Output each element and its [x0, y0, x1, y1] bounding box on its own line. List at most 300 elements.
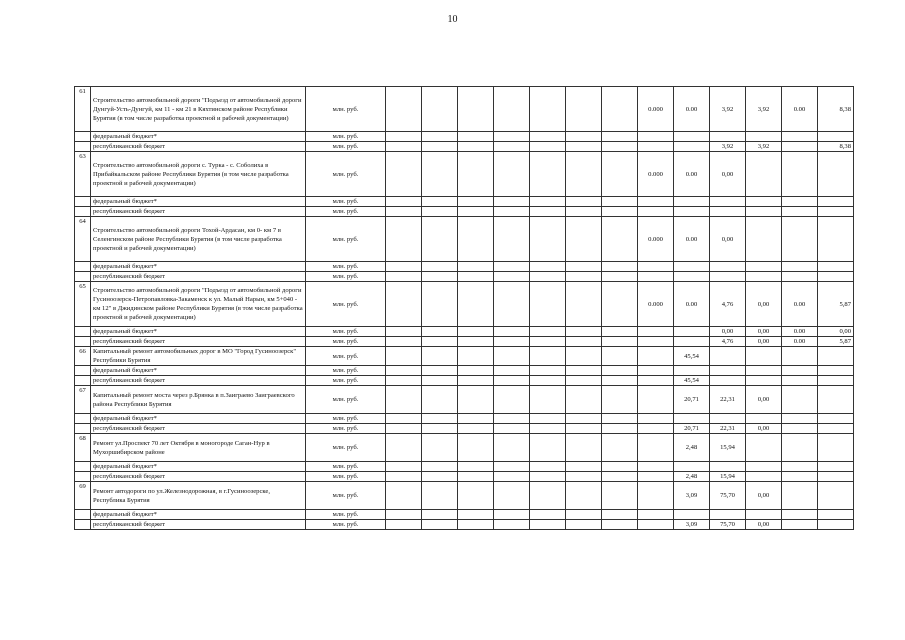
item-name: Капитальный ремонт автомобильных дорог в МО "Город Гусиноозерск" Республики Бурятия [91, 347, 306, 366]
empty-cell [386, 386, 422, 414]
empty-cell [422, 347, 458, 366]
unit-cell: млн. руб. [306, 462, 386, 472]
value-cell [566, 482, 602, 510]
value-cell [782, 520, 818, 530]
value-cell [530, 520, 566, 530]
value-cell [782, 272, 818, 282]
table-row-item [75, 282, 854, 327]
value-cell [530, 327, 566, 337]
row-number [75, 414, 91, 424]
budget-source-name: республиканский бюджет [91, 376, 306, 386]
value-cell [530, 142, 566, 152]
budget-source-name: республиканский бюджет [91, 520, 306, 530]
value-cell [782, 472, 818, 482]
value-cell [674, 414, 710, 424]
value-cell: 22,31 [710, 386, 746, 414]
value-cell [782, 152, 818, 197]
value-cell [494, 272, 530, 282]
empty-cell [422, 510, 458, 520]
value-cell [782, 207, 818, 217]
value-cell [458, 87, 494, 132]
value-cell [602, 132, 638, 142]
value-cell [566, 472, 602, 482]
value-cell [602, 520, 638, 530]
table-row-item [75, 217, 854, 262]
value-cell [530, 424, 566, 434]
value-cell [530, 366, 566, 376]
empty-cell [422, 482, 458, 510]
value-cell: 4,76 [710, 337, 746, 347]
value-cell [566, 337, 602, 347]
value-cell [530, 282, 566, 327]
value-cell [638, 272, 674, 282]
value-cell [494, 87, 530, 132]
budget-source-name: федеральный бюджет* [91, 262, 306, 272]
value-cell [494, 347, 530, 366]
empty-cell [386, 482, 422, 510]
value-cell: 0,00 [746, 282, 782, 327]
value-cell [494, 207, 530, 217]
value-cell: 8,38 [818, 87, 854, 132]
row-number [75, 272, 91, 282]
empty-cell [386, 462, 422, 472]
table-row-item [75, 347, 854, 366]
value-cell [818, 462, 854, 472]
value-cell [746, 262, 782, 272]
value-cell [818, 482, 854, 510]
item-name: Строительство автомобильной дороги "Подъезд от автомобильной дороги Дунгуй-Усть-Дунгуй, км 11 - км 21 в Кяхтинском районе Республики Бурятия (в том числе разработка проектной и рабочей документации) [91, 87, 306, 132]
row-number: 68 [75, 434, 91, 462]
unit-cell: млн. руб. [306, 217, 386, 262]
value-cell: 3,92 [710, 87, 746, 132]
value-cell [566, 424, 602, 434]
value-cell [494, 132, 530, 142]
unit-cell: млн. руб. [306, 197, 386, 207]
value-cell [494, 327, 530, 337]
value-cell [782, 347, 818, 366]
value-cell: 0.00 [674, 282, 710, 327]
value-cell [818, 414, 854, 424]
value-cell [746, 272, 782, 282]
value-cell [638, 424, 674, 434]
table-row-budget-source [75, 207, 854, 217]
value-cell [818, 152, 854, 197]
value-cell [566, 462, 602, 472]
empty-cell [422, 472, 458, 482]
value-cell [458, 207, 494, 217]
unit-cell: млн. руб. [306, 152, 386, 197]
value-cell [674, 262, 710, 272]
value-cell: 20,71 [674, 424, 710, 434]
value-cell: 0.000 [638, 217, 674, 262]
value-cell [746, 366, 782, 376]
value-cell [710, 462, 746, 472]
empty-cell [422, 434, 458, 462]
budget-source-name: федеральный бюджет* [91, 510, 306, 520]
value-cell [818, 366, 854, 376]
value-cell [818, 434, 854, 462]
value-cell [602, 434, 638, 462]
table-row-budget-source [75, 520, 854, 530]
value-cell [710, 262, 746, 272]
item-name: Капитальный ремонт моста через р.Брянка в п.Заиграево Заиграевского района Республики Бурятия [91, 386, 306, 414]
value-cell [602, 87, 638, 132]
value-cell [782, 197, 818, 207]
value-cell [782, 462, 818, 472]
row-number: 67 [75, 386, 91, 414]
value-cell [710, 347, 746, 366]
empty-cell [386, 327, 422, 337]
value-cell [746, 376, 782, 386]
value-cell [494, 337, 530, 347]
row-number [75, 520, 91, 530]
value-cell: 0.00 [782, 337, 818, 347]
value-cell [602, 217, 638, 262]
value-cell [602, 337, 638, 347]
value-cell: 0.00 [674, 152, 710, 197]
unit-cell: млн. руб. [306, 366, 386, 376]
unit-cell: млн. руб. [306, 262, 386, 272]
value-cell [602, 386, 638, 414]
value-cell [674, 132, 710, 142]
value-cell [602, 152, 638, 197]
value-cell [638, 366, 674, 376]
empty-cell [386, 414, 422, 424]
row-number [75, 462, 91, 472]
value-cell [710, 197, 746, 207]
empty-cell [422, 87, 458, 132]
table-row-budget-source [75, 510, 854, 520]
budget-source-name: федеральный бюджет* [91, 414, 306, 424]
empty-cell [422, 152, 458, 197]
value-cell [674, 337, 710, 347]
unit-cell: млн. руб. [306, 142, 386, 152]
value-cell: 0,00 [710, 327, 746, 337]
item-name: Строительство автомобильной дороги Тохой-Ардасан, км 0- км 7 в Селенгинском районе Республики Бурятия (в том числе разработка проектной и рабочей документации) [91, 217, 306, 262]
row-number [75, 366, 91, 376]
empty-cell [422, 366, 458, 376]
page-number: 10 [447, 14, 458, 25]
value-cell: 0,00 [746, 424, 782, 434]
empty-cell [422, 262, 458, 272]
value-cell [602, 282, 638, 327]
value-cell [638, 520, 674, 530]
unit-cell: млн. руб. [306, 376, 386, 386]
value-cell: 75,70 [710, 520, 746, 530]
value-cell [530, 217, 566, 262]
empty-cell [386, 197, 422, 207]
empty-cell [386, 217, 422, 262]
value-cell: 0.000 [638, 87, 674, 132]
value-cell [458, 414, 494, 424]
empty-cell [422, 462, 458, 472]
value-cell [530, 414, 566, 424]
value-cell [746, 207, 782, 217]
value-cell [494, 482, 530, 510]
value-cell [674, 366, 710, 376]
value-cell [530, 207, 566, 217]
value-cell [566, 207, 602, 217]
row-number: 61 [75, 87, 91, 132]
value-cell [494, 262, 530, 272]
unit-cell: млн. руб. [306, 132, 386, 142]
unit-cell: млн. руб. [306, 424, 386, 434]
value-cell: 0.00 [782, 87, 818, 132]
value-cell [530, 197, 566, 207]
value-cell [566, 152, 602, 197]
value-cell [566, 520, 602, 530]
value-cell [638, 197, 674, 207]
budget-source-name: республиканский бюджет [91, 142, 306, 152]
value-cell [746, 462, 782, 472]
value-cell [566, 197, 602, 207]
unit-cell: млн. руб. [306, 386, 386, 414]
value-cell [458, 424, 494, 434]
empty-cell [386, 366, 422, 376]
value-cell [710, 376, 746, 386]
value-cell [782, 376, 818, 386]
value-cell [782, 132, 818, 142]
value-cell [458, 347, 494, 366]
value-cell [566, 434, 602, 462]
budget-source-name: федеральный бюджет* [91, 132, 306, 142]
value-cell [818, 424, 854, 434]
row-number: 66 [75, 347, 91, 366]
budget-source-name: федеральный бюджет* [91, 366, 306, 376]
value-cell [782, 414, 818, 424]
empty-cell [422, 132, 458, 142]
table-row-budget-source [75, 472, 854, 482]
value-cell [674, 462, 710, 472]
value-cell [458, 142, 494, 152]
value-cell [458, 366, 494, 376]
value-cell: 0.00 [782, 282, 818, 327]
value-cell [782, 217, 818, 262]
value-cell [818, 217, 854, 262]
value-cell [782, 434, 818, 462]
value-cell [458, 262, 494, 272]
value-cell [566, 217, 602, 262]
table-row-budget-source [75, 462, 854, 472]
table-row-item [75, 482, 854, 510]
value-cell: 75,70 [710, 482, 746, 510]
empty-cell [422, 414, 458, 424]
value-cell [674, 207, 710, 217]
value-cell [458, 386, 494, 414]
row-number: 65 [75, 282, 91, 327]
value-cell [638, 142, 674, 152]
empty-cell [386, 272, 422, 282]
value-cell: 20,71 [674, 386, 710, 414]
item-name: Ремонт автодороги по ул.Железнодорожная, в г.Гусиноозерске, Республика Бурятия [91, 482, 306, 510]
value-cell [602, 197, 638, 207]
value-cell: 0.000 [638, 282, 674, 327]
value-cell [566, 87, 602, 132]
empty-cell [422, 197, 458, 207]
value-cell [530, 482, 566, 510]
value-cell [458, 510, 494, 520]
value-cell [530, 262, 566, 272]
value-cell [530, 337, 566, 347]
empty-cell [422, 282, 458, 327]
value-cell [494, 386, 530, 414]
value-cell [530, 472, 566, 482]
value-cell [602, 472, 638, 482]
value-cell [530, 347, 566, 366]
empty-cell [386, 347, 422, 366]
value-cell [602, 510, 638, 520]
value-cell [710, 207, 746, 217]
value-cell [782, 262, 818, 272]
value-cell [674, 197, 710, 207]
value-cell [818, 472, 854, 482]
empty-cell [422, 327, 458, 337]
value-cell [566, 272, 602, 282]
value-cell: 0,00 [818, 327, 854, 337]
value-cell [710, 366, 746, 376]
value-cell [458, 462, 494, 472]
row-number [75, 262, 91, 272]
value-cell [530, 132, 566, 142]
budget-source-name: федеральный бюджет* [91, 462, 306, 472]
value-cell [746, 197, 782, 207]
table-row-budget-source [75, 197, 854, 207]
value-cell [458, 327, 494, 337]
empty-cell [386, 87, 422, 132]
value-cell [818, 207, 854, 217]
row-number [75, 142, 91, 152]
value-cell [494, 472, 530, 482]
table-row-item [75, 434, 854, 462]
value-cell: 8,38 [818, 142, 854, 152]
value-cell: 22,31 [710, 424, 746, 434]
value-cell: 2,48 [674, 434, 710, 462]
value-cell [602, 327, 638, 337]
value-cell [746, 434, 782, 462]
empty-cell [386, 337, 422, 347]
budget-source-name: республиканский бюджет [91, 272, 306, 282]
value-cell: 3,09 [674, 520, 710, 530]
value-cell [602, 482, 638, 510]
value-cell [458, 520, 494, 530]
value-cell [458, 434, 494, 462]
value-cell [818, 376, 854, 386]
value-cell [782, 386, 818, 414]
empty-cell [422, 386, 458, 414]
value-cell: 0,00 [710, 152, 746, 197]
value-cell [530, 462, 566, 472]
value-cell [638, 434, 674, 462]
value-cell [710, 414, 746, 424]
value-cell [638, 327, 674, 337]
value-cell [494, 520, 530, 530]
value-cell [602, 366, 638, 376]
value-cell [818, 272, 854, 282]
value-cell [530, 386, 566, 414]
value-cell: 5,87 [818, 337, 854, 347]
value-cell [818, 386, 854, 414]
table-row-budget-source [75, 132, 854, 142]
value-cell [494, 217, 530, 262]
value-cell: 0.00 [782, 327, 818, 337]
value-cell: 0.00 [674, 87, 710, 132]
value-cell: 45,54 [674, 376, 710, 386]
row-number: 63 [75, 152, 91, 197]
empty-cell [386, 282, 422, 327]
empty-cell [386, 152, 422, 197]
table-row-budget-source [75, 262, 854, 272]
row-number: 64 [75, 217, 91, 262]
budget-source-name: республиканский бюджет [91, 207, 306, 217]
table-row-budget-source [75, 337, 854, 347]
value-cell [458, 282, 494, 327]
value-cell: 0,00 [710, 217, 746, 262]
value-cell [602, 272, 638, 282]
value-cell [746, 217, 782, 262]
value-cell [602, 347, 638, 366]
empty-cell [422, 217, 458, 262]
empty-cell [386, 520, 422, 530]
empty-cell [422, 207, 458, 217]
value-cell [566, 282, 602, 327]
empty-cell [422, 272, 458, 282]
row-number [75, 197, 91, 207]
unit-cell: млн. руб. [306, 414, 386, 424]
budget-source-name: федеральный бюджет* [91, 197, 306, 207]
value-cell [638, 207, 674, 217]
value-cell [746, 347, 782, 366]
value-cell [782, 366, 818, 376]
table-row-budget-source [75, 376, 854, 386]
unit-cell: млн. руб. [306, 327, 386, 337]
empty-cell [422, 142, 458, 152]
value-cell [458, 482, 494, 510]
unit-cell: млн. руб. [306, 482, 386, 510]
value-cell [602, 142, 638, 152]
value-cell [566, 347, 602, 366]
empty-cell [386, 434, 422, 462]
value-cell [566, 510, 602, 520]
value-cell [674, 142, 710, 152]
row-number [75, 327, 91, 337]
unit-cell: млн. руб. [306, 272, 386, 282]
value-cell [458, 337, 494, 347]
value-cell: 15,94 [710, 434, 746, 462]
table-row-item [75, 152, 854, 197]
row-number [75, 376, 91, 386]
row-number [75, 207, 91, 217]
value-cell [566, 366, 602, 376]
unit-cell: млн. руб. [306, 434, 386, 462]
empty-cell [422, 376, 458, 386]
value-cell [818, 197, 854, 207]
value-cell [710, 510, 746, 520]
empty-cell [386, 510, 422, 520]
value-cell: 0,00 [746, 327, 782, 337]
value-cell [530, 434, 566, 462]
value-cell [566, 386, 602, 414]
value-cell: 0,00 [746, 337, 782, 347]
budget-source-name: федеральный бюджет* [91, 327, 306, 337]
item-name: Строительство автомобильной дороги "Подъезд от автомобильной дороги Гусиноозерск-Петропавловка-Закаменск к ул. Малый Нарын, км 5+040 - км 12" в Джидинском районе Республики Бурятия (в том числе разработка проектной и рабочей документации) [91, 282, 306, 327]
unit-cell: млн. руб. [306, 282, 386, 327]
value-cell: 0,00 [746, 386, 782, 414]
value-cell [494, 376, 530, 386]
row-number [75, 337, 91, 347]
value-cell: 5,87 [818, 282, 854, 327]
item-name: Ремонт ул.Проспект 70 лет Октября в моногороде Саган-Нур в Мухоршибирском районе [91, 434, 306, 462]
row-number: 69 [75, 482, 91, 510]
